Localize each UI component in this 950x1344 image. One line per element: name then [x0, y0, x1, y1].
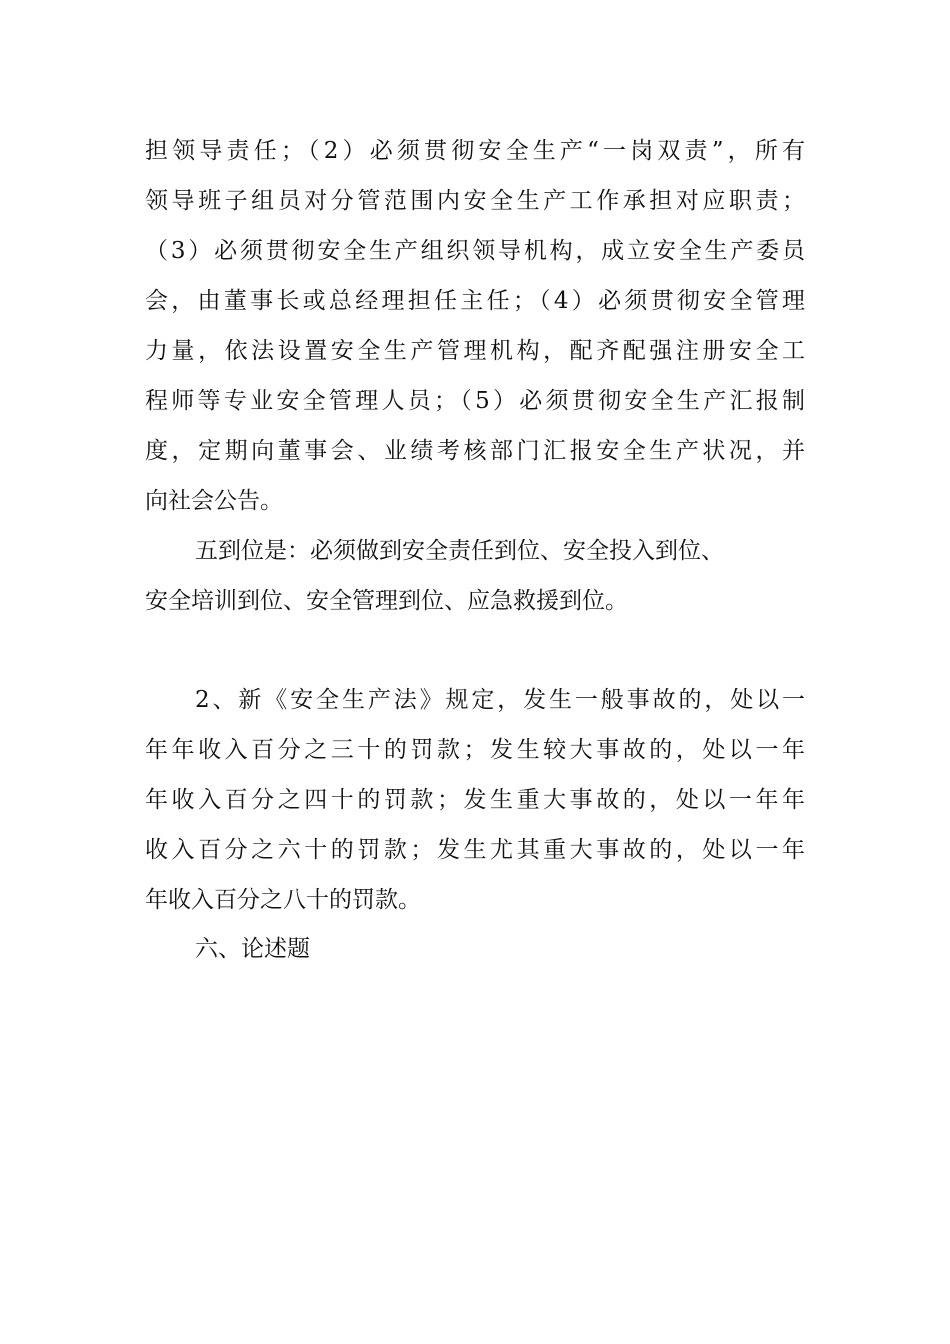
section-heading: 六、论述题 — [195, 936, 310, 962]
text-line: 年收入百分之四十的罚款；发生重大事故的，处以一年年 — [145, 787, 805, 813]
text-line: 向社会公告。 — [145, 488, 283, 514]
text-line: 收入百分之六十的罚款；发生尤其重大事故的，处以一年 — [145, 837, 805, 863]
text-line: 五到位是：必须做到安全责任到位、安全投入到位、 — [195, 538, 724, 564]
text-line: 安全培训到位、安全管理到位、应急救援到位。 — [145, 588, 628, 614]
text-line: 年年收入百分之三十的罚款；发生较大事故的，处以一年 — [145, 737, 805, 763]
text-line: 度，定期向董事会、业绩考核部门汇报安全生产状况，并 — [145, 438, 805, 464]
text-line: 年收入百分之八十的罚款。 — [145, 887, 421, 913]
text-line: 2、新《安全生产法》规定，发生一般事故的，处以一 — [195, 687, 805, 713]
text-line: 担领导责任；（2）必须贯彻安全生产“一岗双责”，所有 — [145, 138, 805, 164]
text-line: 力量，依法设置安全生产管理机构，配齐配强注册安全工 — [145, 338, 805, 364]
text-line: 会，由董事长或总经理担任主任；（4）必须贯彻安全管理 — [145, 288, 805, 314]
text-line: （3）必须贯彻安全生产组织领导机构，成立安全生产委员 — [145, 238, 805, 264]
text-line: 程师等专业安全管理人员；（5）必须贯彻安全生产汇报制 — [145, 388, 805, 414]
text-line: 领导班子组员对分管范围内安全生产工作承担对应职责； — [145, 188, 805, 214]
